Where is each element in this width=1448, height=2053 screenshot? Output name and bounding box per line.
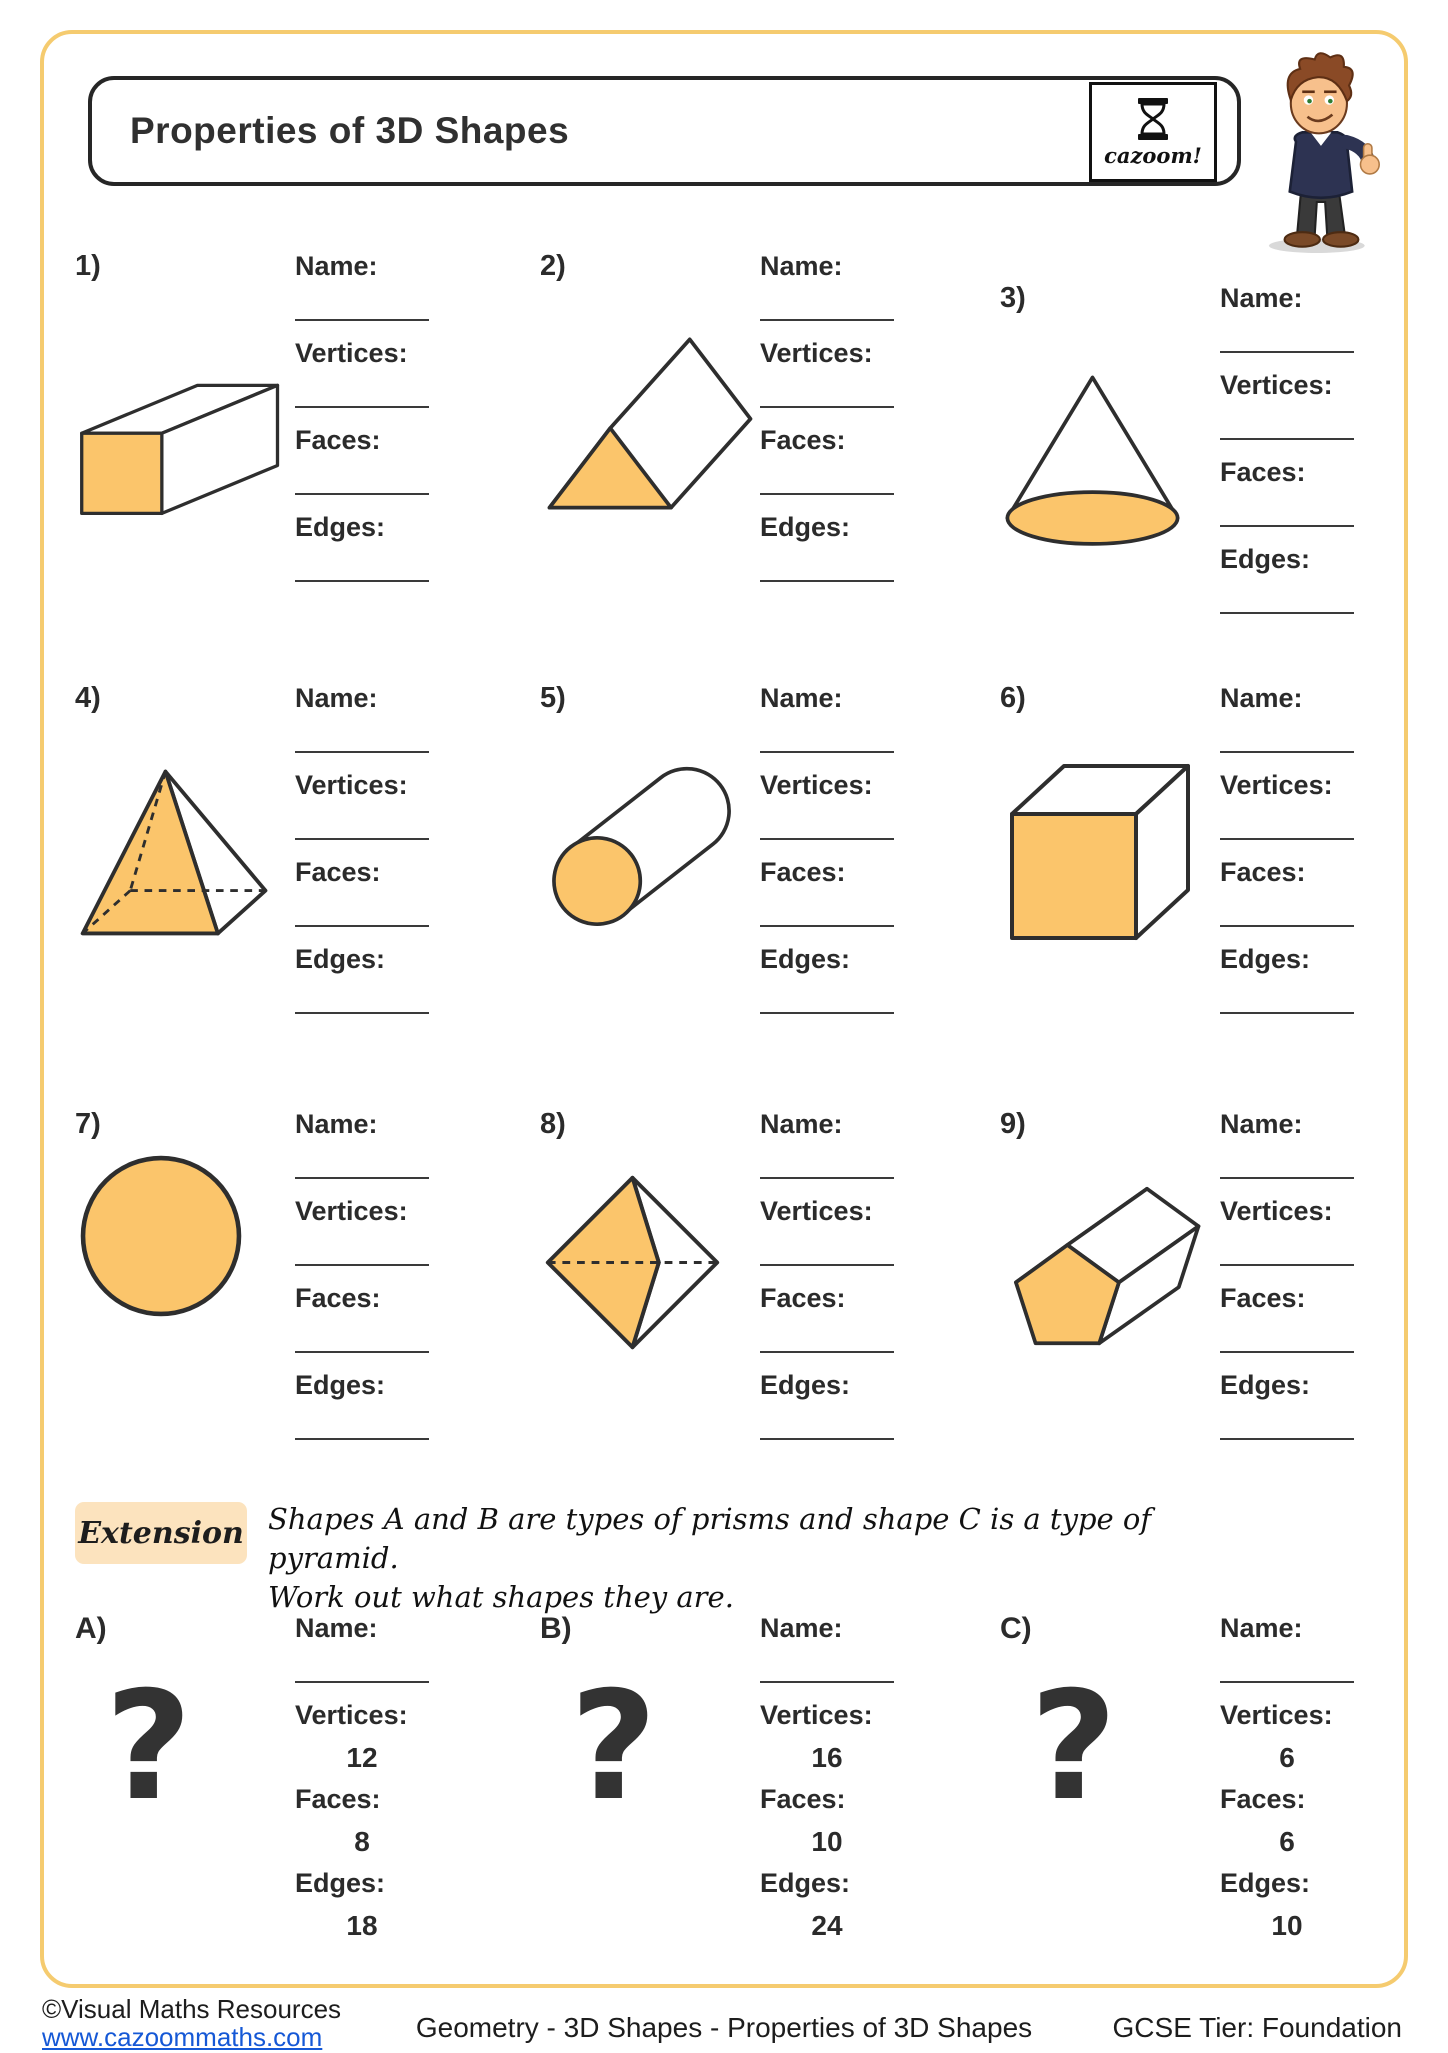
- edges-label: Edges:: [1220, 1868, 1311, 1898]
- vertices-label: Vertices:: [295, 338, 408, 368]
- edges-label: Edges:: [760, 1868, 851, 1898]
- vertices-label: Vertices:: [295, 1196, 408, 1226]
- triangular-prism-shape: [540, 330, 760, 522]
- answer-line: [760, 544, 894, 582]
- octahedron-shape: [540, 1170, 725, 1360]
- question-number: 3): [1000, 282, 1026, 314]
- page-title: Properties of 3D Shapes: [130, 110, 570, 151]
- question-fields: [1220, 682, 1405, 1030]
- octahedron-drawing: [540, 1170, 725, 1355]
- cylinder-drawing: [540, 740, 765, 938]
- question-number: 9): [1000, 1108, 1026, 1140]
- hourglass-icon: [1132, 97, 1174, 141]
- name-label: Name:: [295, 1109, 378, 1139]
- answer-line: [295, 976, 429, 1014]
- cuboid-shape: [75, 330, 290, 525]
- gcse-tier-label: GCSE Tier: Foundation: [1112, 2012, 1402, 2043]
- answer-line: [760, 283, 894, 321]
- extension-letter: C): [1000, 1612, 1032, 1645]
- edges-label: Edges:: [760, 944, 851, 974]
- answer-line: [1220, 1315, 1354, 1353]
- cone-drawing: [1000, 370, 1185, 555]
- answer-line: [1220, 1141, 1354, 1179]
- faces-label: Faces:: [295, 1784, 381, 1814]
- answer-line: [1220, 489, 1354, 527]
- pentagonal-prism-shape: [1000, 1168, 1220, 1370]
- edges-value: 24: [811, 1910, 843, 1941]
- question-fields: [760, 682, 945, 1030]
- extension-fields: [760, 1612, 945, 1951]
- faces-label: Faces:: [295, 857, 381, 887]
- answer-line: [295, 1645, 429, 1683]
- answer-line: [1220, 1645, 1354, 1683]
- cylinder-shape: [540, 740, 765, 943]
- answer-line: [1220, 715, 1354, 753]
- edges-label: Edges:: [1220, 1370, 1311, 1400]
- answer-line: [760, 1402, 894, 1440]
- extension-letter: A): [75, 1612, 107, 1645]
- question-5: [540, 682, 985, 1102]
- question-8: [540, 1108, 985, 1528]
- edges-label: Edges:: [760, 1370, 851, 1400]
- mascot-boy: [1243, 46, 1401, 254]
- faces-label: Faces:: [760, 425, 846, 455]
- answer-line: [760, 1315, 894, 1353]
- answer-line: [760, 1228, 894, 1266]
- cone-shape: [1000, 370, 1185, 560]
- faces-label: Faces:: [760, 1283, 846, 1313]
- vertices-label: Vertices:: [1220, 1700, 1333, 1730]
- answer-line: [295, 1141, 429, 1179]
- vertices-label: Vertices:: [295, 1700, 408, 1730]
- faces-value: 8: [354, 1826, 370, 1857]
- faces-value: 10: [811, 1826, 843, 1857]
- question-3: [1000, 282, 1445, 702]
- name-label: Name:: [1220, 683, 1303, 713]
- vertices-label: Vertices:: [760, 338, 873, 368]
- edges-label: Edges:: [760, 512, 851, 542]
- faces-label: Faces:: [1220, 1784, 1306, 1814]
- extension-instructions: [268, 1500, 1228, 1617]
- vertices-value: 16: [811, 1742, 843, 1773]
- edges-label: Edges:: [1220, 944, 1311, 974]
- name-label: Name:: [295, 251, 378, 281]
- answer-line: [295, 889, 429, 927]
- answer-line: [295, 1315, 429, 1353]
- question-fields: [1220, 1108, 1405, 1456]
- question-number: 2): [540, 250, 566, 282]
- answer-line: [760, 976, 894, 1014]
- faces-label: Faces:: [1220, 457, 1306, 487]
- edges-label: Edges:: [1220, 544, 1311, 574]
- edges-label: Edges:: [295, 1868, 386, 1898]
- question-fields: [295, 1108, 480, 1456]
- pentagonal-prism-drawing: [1000, 1168, 1220, 1365]
- answer-line: [295, 370, 429, 408]
- answer-line: [295, 283, 429, 321]
- name-label: Name:: [1220, 1109, 1303, 1139]
- answer-line: [760, 802, 894, 840]
- name-label: Name:: [1220, 1613, 1303, 1643]
- faces-label: Faces:: [1220, 857, 1306, 887]
- vertices-value: 6: [1279, 1742, 1295, 1773]
- vertices-label: Vertices:: [760, 770, 873, 800]
- extension-instructions-line2: Work out what shapes they are.: [268, 1579, 734, 1614]
- edges-value: 10: [1271, 1910, 1303, 1941]
- answer-line: [760, 1141, 894, 1179]
- mystery-shape-symbol: ?: [1030, 1660, 1118, 1834]
- question-number: 5): [540, 682, 566, 714]
- cube-drawing: [1000, 752, 1200, 947]
- question-number: 1): [75, 250, 101, 282]
- answer-line: [1220, 1228, 1354, 1266]
- square-pyramid-shape: [75, 762, 275, 948]
- question-number: 6): [1000, 682, 1026, 714]
- vertices-label: Vertices:: [1220, 370, 1333, 400]
- question-number: 4): [75, 682, 101, 714]
- extension-question-b: [540, 1612, 985, 1972]
- question-number: 7): [75, 1108, 101, 1140]
- answer-line: [760, 370, 894, 408]
- faces-label: Faces:: [760, 1784, 846, 1814]
- extension-letter: B): [540, 1612, 572, 1645]
- question-4: [75, 682, 520, 1102]
- edges-label: Edges:: [295, 512, 386, 542]
- header: [88, 76, 1241, 186]
- faces-label: Faces:: [1220, 1283, 1306, 1313]
- answer-line: [295, 802, 429, 840]
- answer-line: [1220, 315, 1354, 353]
- square-pyramid-drawing: [75, 762, 275, 943]
- extension-fields: [1220, 1612, 1405, 1951]
- answer-line: [1220, 889, 1354, 927]
- mystery-shape-symbol: ?: [105, 1660, 193, 1834]
- extension-badge: Extension: [75, 1502, 247, 1564]
- triangular-prism-drawing: [540, 330, 760, 517]
- question-fields: [760, 1108, 945, 1456]
- answer-line: [760, 1645, 894, 1683]
- question-fields: [295, 250, 480, 598]
- question-6: [1000, 682, 1445, 1102]
- answer-line: [1220, 976, 1354, 1014]
- question-2: [540, 250, 985, 670]
- cazoom-logo: [1089, 82, 1217, 182]
- name-label: Name:: [1220, 283, 1303, 313]
- vertices-label: Vertices:: [1220, 770, 1333, 800]
- question-fields: [1220, 282, 1405, 630]
- answer-line: [1220, 576, 1354, 614]
- extension-question-a: [75, 1612, 520, 1972]
- vertices-label: Vertices:: [295, 770, 408, 800]
- edges-label: Edges:: [295, 1370, 386, 1400]
- question-fields: [760, 250, 945, 598]
- name-label: Name:: [295, 1613, 378, 1643]
- question-7: [75, 1108, 520, 1528]
- faces-label: Faces:: [295, 1283, 381, 1313]
- worksheet-topic: Geometry - 3D Shapes - Properties of 3D Shapes: [415, 2012, 1033, 2043]
- website-link[interactable]: www.cazoommaths.com: [42, 2022, 323, 2052]
- vertices-value: 12: [346, 1742, 378, 1773]
- answer-line: [760, 715, 894, 753]
- name-label: Name:: [760, 1613, 843, 1643]
- faces-label: Faces:: [295, 425, 381, 455]
- sphere-shape: [75, 1150, 247, 1327]
- answer-line: [1220, 1402, 1354, 1440]
- answer-line: [295, 1228, 429, 1266]
- copyright-text: ©Visual Maths Resources: [42, 1994, 342, 2024]
- extension-fields: [295, 1612, 480, 1951]
- sphere-drawing: [75, 1150, 247, 1322]
- extension-instructions-line1: Shapes A and B are types of prisms and shape C is a type of pyramid.: [268, 1502, 1152, 1575]
- answer-line: [295, 544, 429, 582]
- answer-line: [295, 1402, 429, 1440]
- name-label: Name:: [760, 683, 843, 713]
- vertices-label: Vertices:: [760, 1196, 873, 1226]
- cuboid-drawing: [75, 330, 290, 520]
- answer-line: [760, 889, 894, 927]
- faces-label: Faces:: [760, 857, 846, 887]
- vertices-label: Vertices:: [760, 1700, 873, 1730]
- name-label: Name:: [760, 1109, 843, 1139]
- question-fields: [295, 682, 480, 1030]
- answer-line: [1220, 402, 1354, 440]
- question-9: [1000, 1108, 1445, 1528]
- mascot-boy-illustration: [1243, 46, 1401, 254]
- extension-question-c: [1000, 1612, 1445, 1972]
- answer-line: [295, 457, 429, 495]
- logo-brand-text: cazoom!: [1104, 142, 1202, 168]
- mystery-shape-symbol: ?: [570, 1660, 658, 1834]
- faces-value: 6: [1279, 1826, 1295, 1857]
- question-1: [75, 250, 520, 670]
- cube-shape: [1000, 752, 1200, 952]
- name-label: Name:: [760, 251, 843, 281]
- edges-value: 18: [346, 1910, 378, 1941]
- vertices-label: Vertices:: [1220, 1196, 1333, 1226]
- question-number: 8): [540, 1108, 566, 1140]
- name-label: Name:: [295, 683, 378, 713]
- answer-line: [295, 715, 429, 753]
- answer-line: [1220, 802, 1354, 840]
- edges-label: Edges:: [295, 944, 386, 974]
- answer-line: [760, 457, 894, 495]
